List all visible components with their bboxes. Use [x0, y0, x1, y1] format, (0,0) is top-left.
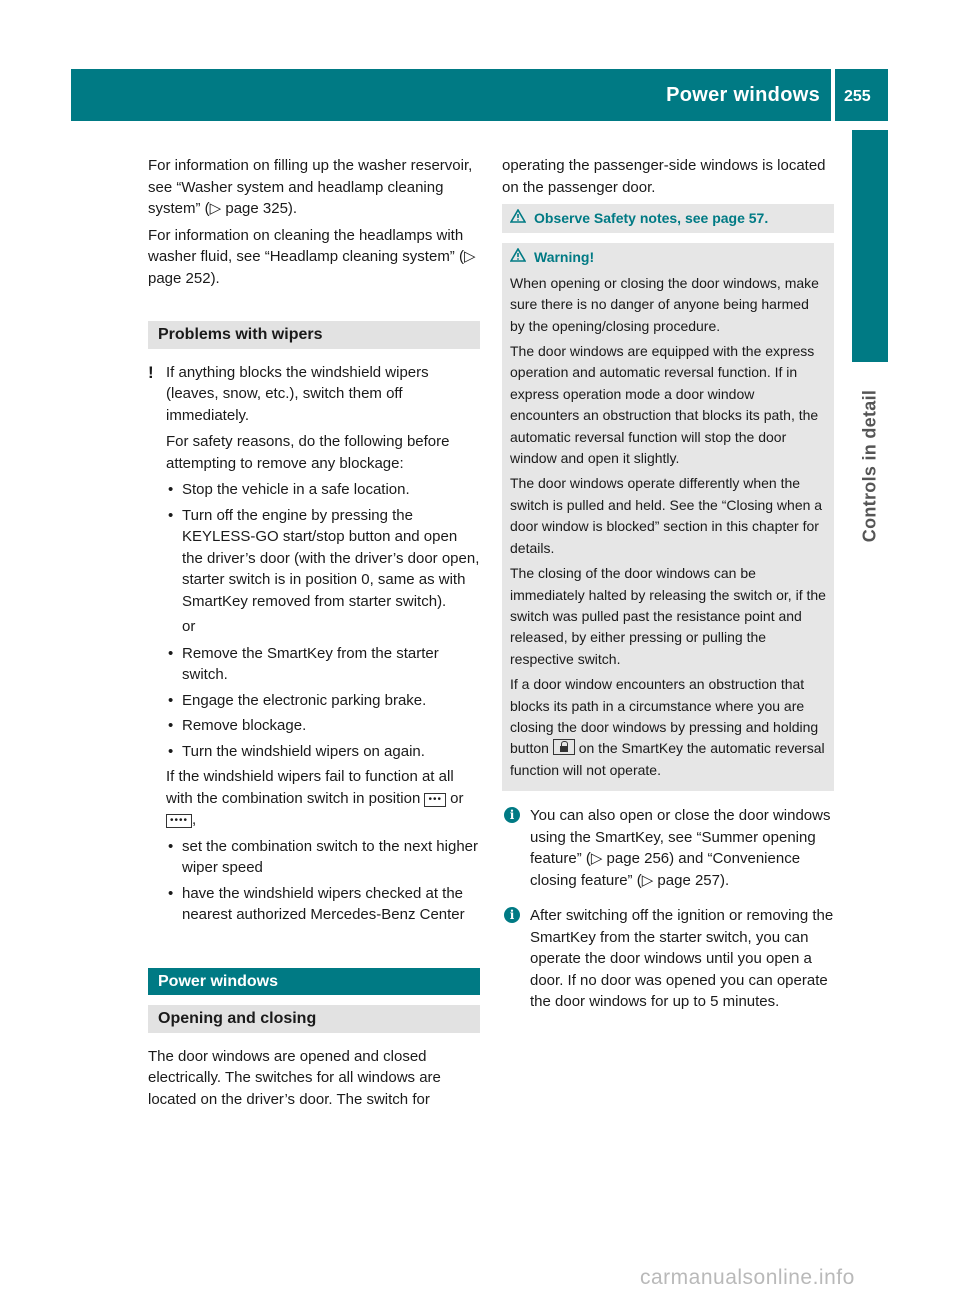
right-column [502, 155, 834, 1013]
continued-paragraph: operating the passenger-side windows is located on the passenger door. [502, 157, 826, 196]
list-item: • Stop the vehicle in a safe location. [148, 479, 480, 501]
info-icon: i [504, 907, 520, 923]
warning-title: Warning! [534, 249, 595, 266]
warning-triangle-icon [510, 247, 528, 268]
power-windows-heading: Power windows [148, 968, 480, 996]
warning-last-text-end: on the SmartKey the automatic reversal function will not operate. [510, 740, 825, 778]
or-text: or [182, 618, 196, 635]
list-item: • have the windshield wipers checked at the nearest authorized Mercedes-Benz Center [148, 883, 480, 926]
warning-last-text: If a door window encounters an obstruction that blocks its path in a circumstance where you are closing the door windows by pressing and holding button [510, 676, 819, 757]
page-title: Power windows [666, 84, 820, 106]
wiper-position-4-key: •••• [166, 814, 192, 828]
info-block-2 [502, 905, 834, 1013]
info-icon: i [504, 807, 520, 823]
opening-closing-heading: Opening and closing [148, 1005, 480, 1033]
warning-triangle-icon [510, 208, 528, 229]
safety-notes-head [510, 206, 826, 231]
wiper-position-3-key: ••• [424, 793, 446, 807]
fail-text-end: , [192, 811, 197, 828]
intro-paragraph-2: For information on cleaning the headlamps with washer fluid, see “Headlamp cleaning system” (▷ page 252). [148, 226, 476, 287]
left-column [148, 155, 480, 1115]
warning-box [502, 243, 834, 791]
watermark: carmanualsonline.info [640, 1266, 855, 1289]
notice-block [148, 362, 480, 475]
warning-paragraph: The door windows operate differently when the switch is pulled and held. See the “Closing when a door window is blocked” section in this chapter for details. [510, 475, 823, 556]
list-item: • Turn off the engine by pressing the KEYLESS-GO start/stop button and open the driver’s door (with the driver’s door open, starter switch is in position 0, same as with SmartKey removed from starter switch). [148, 505, 480, 613]
warning-paragraph: The door windows are equipped with the express operation and automatic reversal function. If in express operation mode a door window encounters an obstruction that blocks its path, the automatic reversal function will stop the door window and open it slightly. [510, 343, 819, 467]
info-block-1 [502, 805, 834, 891]
or-word: or [450, 789, 464, 807]
notice-text: If anything blocks the windshield wipers (leaves, snow, etc.), switch them off immediately. [166, 363, 429, 424]
exclamation-icon: ! [148, 362, 154, 382]
list-item: • Remove blockage. [148, 715, 480, 737]
warning-paragraph: The closing of the door windows can be immediately halted by releasing the switch or, if the switch was pulled past the resistance point and released, by either pressing or pulling the respective switch. [510, 565, 826, 667]
list-item: • Engage the electronic parking brake. [148, 690, 480, 712]
safety-text: For safety reasons, do the following before attempting to remove any blockage: [166, 433, 450, 472]
list-item: • Remove the SmartKey from the starter switch. [148, 643, 480, 686]
list-item: • Turn the windshield wipers on again. [148, 741, 480, 763]
list-item: • set the combination switch to the next higher wiper speed [148, 836, 480, 879]
side-tab [852, 130, 888, 362]
lock-button-icon [553, 739, 575, 755]
safety-notes-box [502, 204, 834, 233]
info-text-2: After switching off the ignition or removing the SmartKey from the starter switch, you can operate the door windows until you open a door. If no door was opened you can operate the door windows for up to 5 minutes. [530, 907, 834, 1011]
intro-paragraph-1: For information on filling up the washer reservoir, see “Washer system and headlamp cleaning system” (▷ page 325). [148, 157, 473, 217]
side-tab-label: Controls in detail [859, 389, 880, 543]
warning-head [510, 247, 826, 272]
page-number: 255 [844, 88, 871, 105]
fail-paragraph [148, 766, 480, 831]
safety-notes-text: Observe Safety notes, see page 57. [534, 210, 769, 226]
side-tab-label-wrap [852, 366, 888, 566]
warning-paragraph: When opening or closing the door windows, make sure there is no danger of anyone being harmed by the opening/closing procedure. [510, 274, 819, 334]
fail-text: If the windshield wipers fail to function at all with the combination switch in position [166, 768, 454, 807]
opening-paragraph: The door windows are opened and closed electrically. The switches for all windows are located on the driver’s door. The switch for [148, 1047, 441, 1108]
warning-paragraph-last [510, 674, 826, 781]
problems-heading: Problems with wipers [148, 321, 480, 349]
info-text-1: You can also open or close the door windows using the SmartKey, see “Summer opening feature” (▷ page 256) and “Convenience closing feature” (▷ page 257). [530, 807, 831, 889]
